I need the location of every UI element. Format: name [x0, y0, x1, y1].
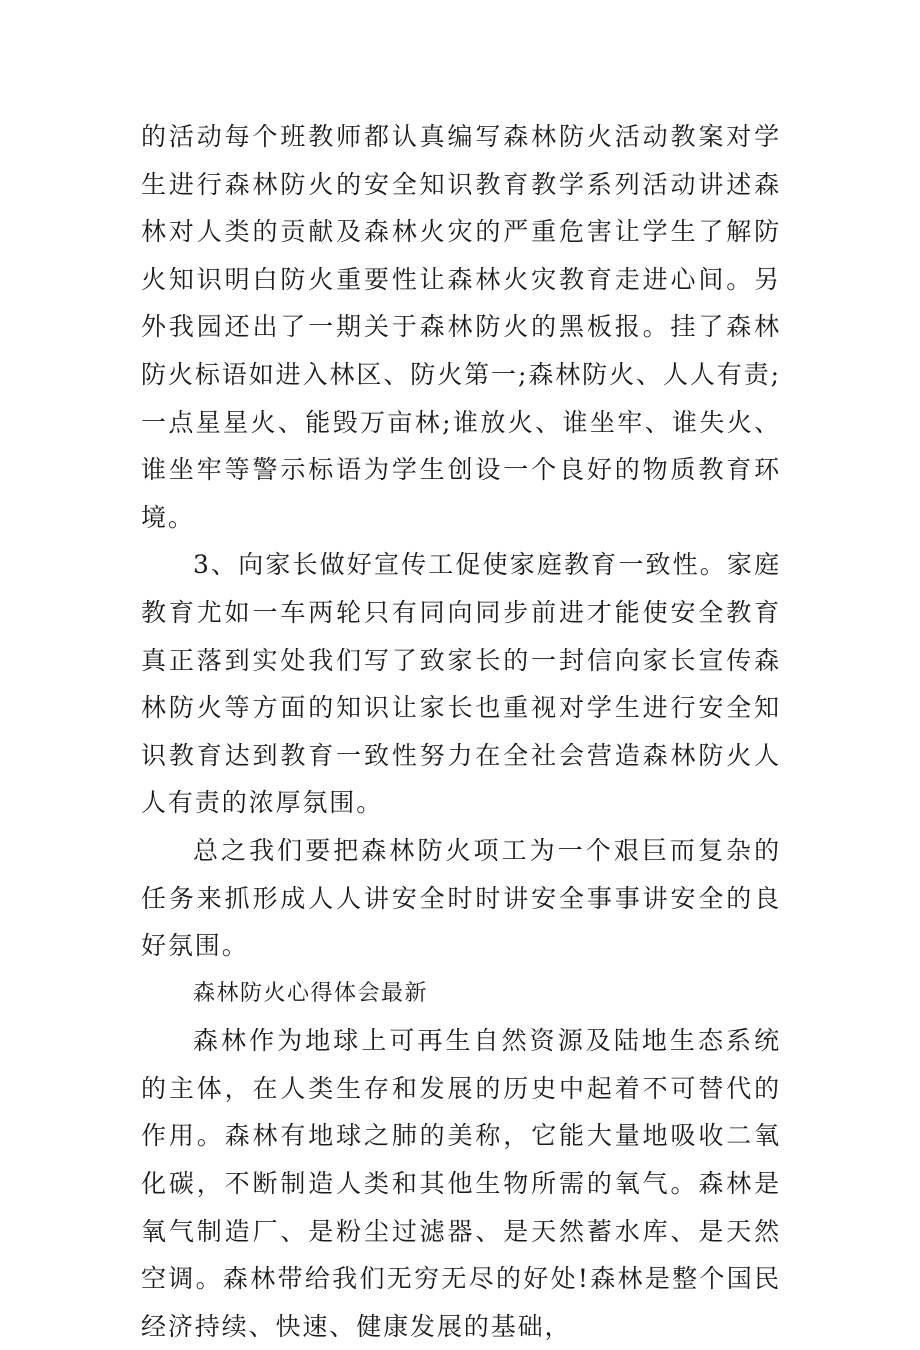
- paragraph-activities: 的活动每个班教师都认真编写森林防火活动教案对学生进行森林防火的安全知识教育教学系列活动讲述森林对人类的贡献及森林火灾的严重危害让学生了解防火知识明白防火重要性让森林火灾教育走进心间。另外我园还出了一期关于森林防火的黑板报。挂了森林防火标语如进入林区、防火第一;森林防火、人人有责;一点星星火、能毁万亩林;谁放火、谁坐牢、谁失火、谁坐牢等警示标语为学生创设一个良好的物质教育环境。: [141, 122, 781, 532]
- paragraph-parents: 3、向家长做好宣传工促使家庭教育一致性。家庭教育尤如一车两轮只有同向同步前进才能使安全教育真正落到实处我们写了致家长的一封信向家长宣传森林防火等方面的知识让家长也重视对学生进行安全知识教育达到教育一致性努力在全社会营造森林防火人人有责的浓厚氛围。: [141, 550, 781, 818]
- paragraph-forest-intro: 森林作为地球上可再生自然资源及陆地生态系统的主体，在人类生存和发展的历史中起着不可替代的作用。森林有地球之肺的美称，它能大量地吸收二氧化碳，不断制造人类和其他生物所需的氧气。森林是氧气制造厂、是粉尘过滤器、是天然蓄水库、是天然空调。森林带给我们无穷无尽的好处!森林是整个国民经济持续、快速、健康发展的基础，: [141, 1026, 781, 1341]
- document-body: [141, 113, 781, 1350]
- section-heading: 森林防火心得体会最新: [193, 980, 429, 1006]
- paragraph-summary: 总之我们要把森林防火项工为一个艰巨而复杂的任务来抓形成人人讲安全时时讲安全事事讲安全的良好氛围。: [141, 835, 781, 961]
